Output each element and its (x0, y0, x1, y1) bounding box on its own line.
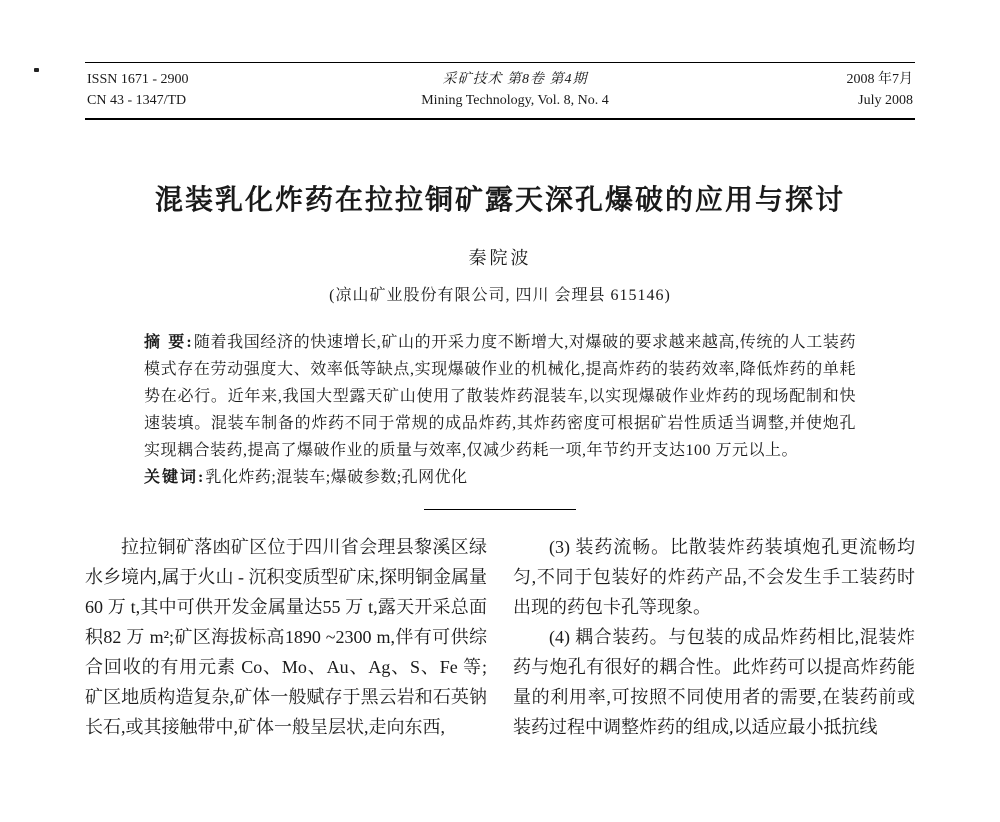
left-column (85, 532, 487, 742)
cn-number: CN 43 - 1347/TD (87, 93, 187, 108)
section-divider (424, 509, 576, 510)
journal-name-zh: 采矿技术 第8卷 第4期 (442, 72, 588, 87)
abstract-label: 摘 要: (144, 334, 194, 351)
paper-page (0, 62, 1000, 822)
body-paragraph: (3) 装药流畅。比散装炸药装填炮孔更流畅均匀,不同于包装好的炸药产品,不会发生手工装药时出现的药包卡孔等现象。 (513, 537, 915, 617)
abstract-text: 随着我国经济的快速增长,矿山的开采力度不断增大,对爆破的要求越来越高,传统的人工装药模式存在劳动强度大、效率低等缺点,实现爆破作业的机械化,提高炸药的装药效率,降低炸药的单耗势在必行。近年来,我国大型露天矿山使用了散装炸药混装车,以实现爆破作业炸药的现场配制和快速装填。混装车制备的炸药不同于常规的成品炸药,其炸药密度可根据矿岩性质适当调整,并使炮孔实现耦合装药,提高了爆破作业的质量与效率,仅减少药耗一项,年节约开支达100 万元以上。 (144, 334, 856, 459)
header-center (267, 69, 763, 111)
journal-header (85, 62, 915, 120)
body-columns (85, 532, 915, 742)
body-paragraph: (4) 耦合装药。与包装的成品炸药相比,混装炸药与炮孔有很好的耦合性。此炸药可以提高炸药能量的利用率,可按照不同使用者的需要,在装药前或装药过程中调整炸药的组成,以适应最小抵抗线 (513, 627, 915, 737)
header-left (87, 69, 267, 111)
keywords-text: 乳化炸药;混装车;爆破参数;孔网优化 (205, 469, 468, 486)
abstract-block (144, 329, 856, 464)
header-right (763, 69, 913, 111)
issn-number: ISSN 1671 - 2900 (87, 72, 189, 87)
keywords-label: 关键词: (144, 469, 206, 486)
issue-date-en: July 2008 (858, 93, 913, 108)
right-column (513, 532, 915, 742)
journal-name-en: Mining Technology, Vol. 8, No. 4 (421, 93, 609, 108)
issue-date-zh: 2008 年7月 (846, 72, 913, 87)
keywords-block (144, 464, 856, 491)
author-name: 秦院波 (468, 248, 532, 268)
article-title: 混装乳化炸药在拉拉铜矿露天深孔爆破的应用与探讨 (154, 184, 845, 215)
scan-artifact (34, 68, 39, 72)
author-affiliation: (凉山矿业股份有限公司, 四川 会理县 615146) (329, 287, 671, 304)
body-paragraph: 拉拉铜矿落凼矿区位于四川省会理县黎溪区绿水乡境内,属于火山 - 沉积变质型矿床,探明铜金属量60 万 t,其中可供开发金属量达55 万 t,露天开采总面积82 万 m²;矿区海拔标高1890 ~2300 m,伴有可供综合回收的有用元素 Co、Mo、Au、Ag、S、Fe 等;矿区地质构造复杂,矿体一般赋存于黑云岩和石英钠长石,或其接触带中,矿体一般呈层状,走向东西, (85, 537, 487, 737)
